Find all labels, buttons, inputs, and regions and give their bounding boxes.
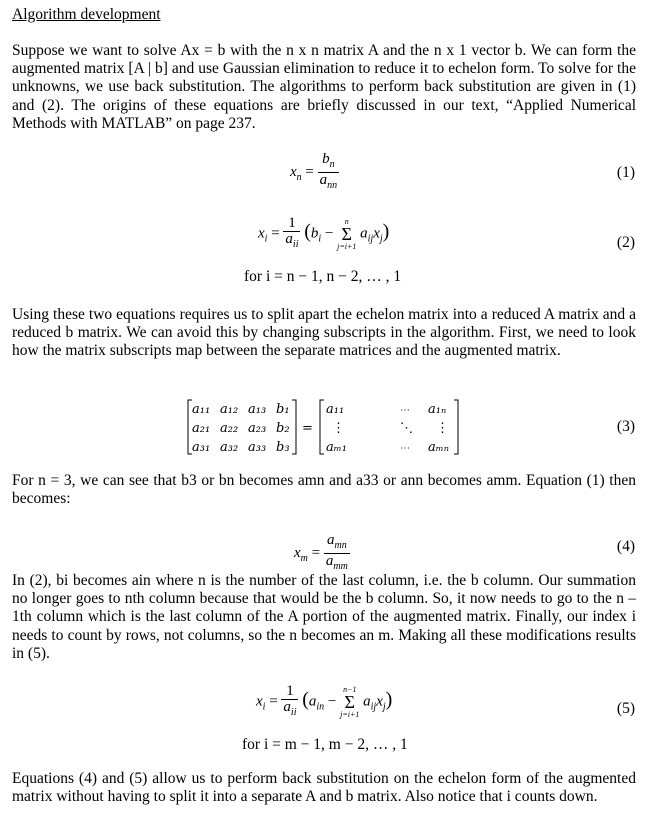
svg-text:a₃₁: a₃₁: [192, 440, 211, 455]
svg-text:b₁: b₁: [276, 402, 290, 417]
svg-text:a₁₁: a₁₁: [192, 402, 211, 417]
svg-text:a₂₃: a₂₃: [248, 421, 267, 436]
equation-5: $x_i$ = $\frac{1}{a_{ii}}$ ($a_{in}$ − n−1 Σ j=i+1 $a_{ij}x_j$): [256, 683, 393, 719]
equation-number-3: (3): [616, 418, 635, 435]
svg-text:a₃₃: a₃₃: [248, 440, 267, 455]
paragraph-mapping: For n = 3, we can see that b3 or bn becomes amn and a33 or ann becomes amm. Equation (1) then becomes:: [12, 472, 636, 508]
svg-text:⋮: ⋮: [332, 421, 345, 436]
svg-text:⋱: ⋱: [400, 421, 413, 436]
equation-5-range: for i = m − 1, m − 2, … , 1: [242, 736, 408, 753]
svg-text:⋯: ⋯: [400, 405, 410, 416]
equation-2-range: for i = n − 1, n − 2, … , 1: [244, 268, 402, 285]
svg-text:a₁ₙ: a₁ₙ: [428, 402, 447, 417]
svg-text:a₁₁: a₁₁: [326, 402, 345, 417]
equation-number-1: (1): [616, 164, 635, 181]
svg-text:aₘ₁: aₘ₁: [326, 440, 347, 455]
svg-text:a₃₂: a₃₂: [220, 440, 239, 455]
equation-2: $x_i$ = $\frac{1}{a_{ii}}$ ($b_i$ − n Σ j=i+1 $a_{ij}x_j$): [258, 215, 390, 251]
paragraph-split: Using these two equations requires us to split apart the echelon matrix into a reduced A matrix and a reduced b matrix. We can avoid this by changing subscripts in the algorithm. First, we need to look how the matrix subscripts map between the separate matrices and the augmented matrix.: [12, 306, 636, 360]
svg-text:=: =: [302, 421, 313, 436]
equation-3-matrices: [184, 396, 484, 460]
equation-1: $x_n$ = $\frac{b_n}{a_{nn}}$: [290, 151, 338, 191]
equation-number-2: (2): [616, 234, 635, 251]
svg-text:b₃: b₃: [276, 440, 290, 455]
svg-text:a₂₁: a₂₁: [192, 421, 211, 436]
equation-4: $x_m$ = $\frac{a_{mn}}{a_{mm}}$: [294, 532, 348, 572]
svg-text:aₘₙ: aₘₙ: [428, 440, 449, 455]
svg-text:a₁₂: a₁₂: [220, 402, 239, 417]
paragraph-conclusion: Equations (4) and (5) allow us to perform back substitution on the echelon form of the augmented matrix without having to split it into a separate A and b matrix. Also notice that i counts down.: [12, 770, 636, 806]
section-heading: Algorithm development: [12, 6, 161, 23]
svg-text:⋮: ⋮: [436, 421, 449, 436]
svg-text:⋯: ⋯: [400, 443, 410, 454]
paragraph-intro: Suppose we want to solve Ax = b with the n x n matrix A and the n x 1 vector b. We can form the augmented matrix [A | b] and use Gaussian elimination to reduce it to echelon form. To solve for the unknowns, we use back substitution. The algorithms to perform back substitution are given in (1) and (2). The origins of these equations are briefly discussed in our text, “Applied Numerical Methods with MATLAB” on page 237.: [12, 42, 636, 132]
svg-text:b₂: b₂: [276, 421, 290, 436]
equation-number-5: (5): [616, 700, 635, 717]
equation-number-4: (4): [616, 538, 635, 555]
paragraph-modifications: In (2), bi becomes ain where n is the number of the last column, i.e. the b column. Our summation no longer goes to nth column because that would be the b column. So, it now needs to go to the n – 1th column which is the last column of the A portion of the augmented matrix. Finally, our index i needs to count by rows, not columns, so the n becomes an m. Making all these modifications results in (5).: [12, 572, 636, 662]
svg-text:a₁₃: a₁₃: [248, 402, 267, 417]
svg-text:a₂₂: a₂₂: [220, 421, 239, 436]
